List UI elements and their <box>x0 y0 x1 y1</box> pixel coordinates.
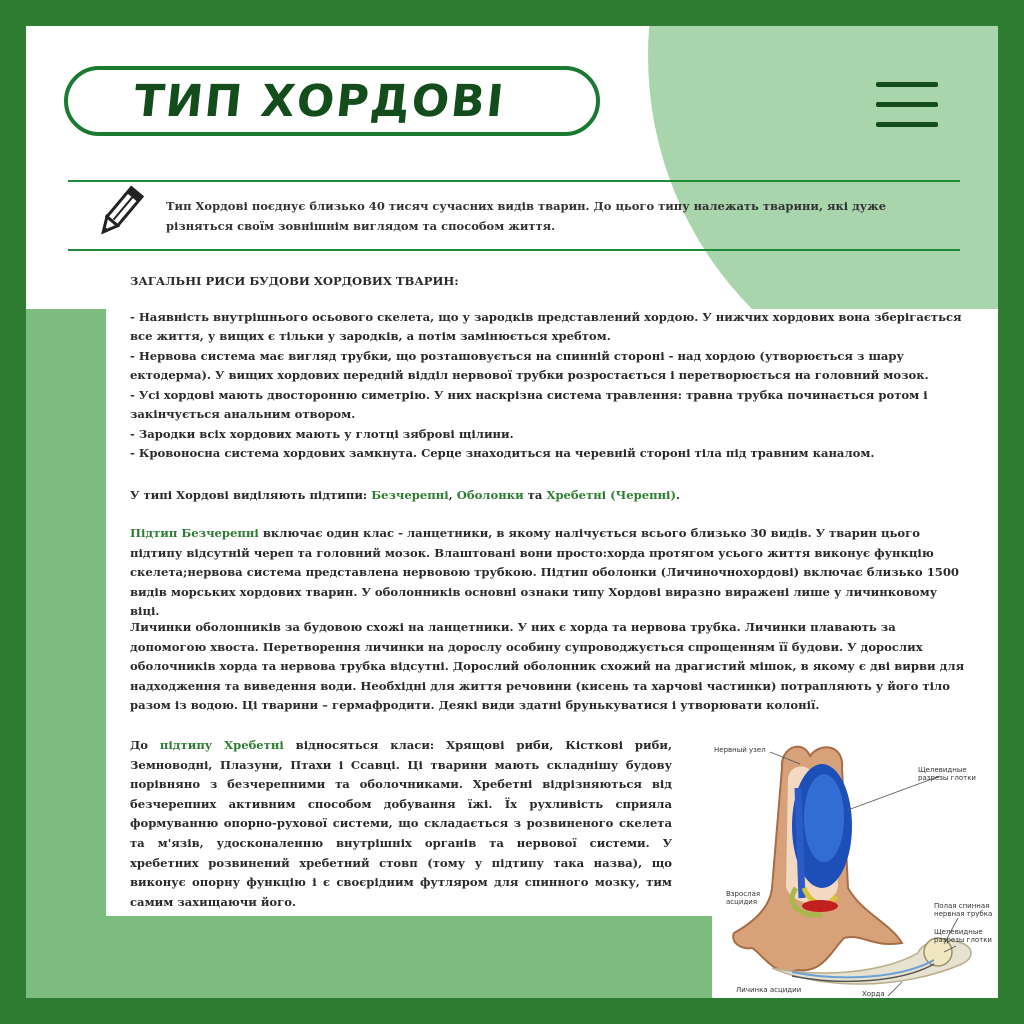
vertebrates-text: відносяться класи: Хрящові риби, Кісткові риби, Земноводні, Плазуни, Птахи і Ссавці. Ці тварини мають складнішу будову порівняно з безчерепними та оболочниками. Хребетні відрізняються від безчерепних активним способом добування їжі. Їх рухливість сприяла формуванню опорно-рухової системи, що складається з розвиненого скелета та м'язів, удосконаленню внутрішніх органів та нервової системи. У хребетних розвинений хребетний стовп (тому у підтипу така назва), що виконує опорну функцію і є своєрідним футляром для спинного мозку, тим самим захищаючи його. <box>130 738 672 909</box>
feature-item: - Кровоносна система хордових замкнута. Серце знаходиться на черевній стороні тіла під травним каналом. <box>130 446 875 460</box>
pencil-icon <box>96 184 144 240</box>
acrania-paragraph <box>130 524 970 622</box>
vertebrates-lead: підтипу Хребетні <box>159 738 284 752</box>
label-adult: Взрослая асцидия <box>726 890 761 906</box>
label-neural-tube: Полая спинная нервная трубка <box>934 902 993 918</box>
feature-item: - Усі хордові мають двосторонню симетрію. У них наскрізна система травлення: травна трубка починається ротом і закінчується анальним отвором. <box>130 387 928 421</box>
divider-top <box>68 180 960 182</box>
general-features <box>130 272 970 464</box>
vertebrates-prefix: До <box>130 738 160 752</box>
separator: . <box>675 488 680 502</box>
divider-bottom <box>68 249 960 251</box>
feature-item: - Нервова система має вигляд трубки, що розташовується на спинній стороні - над хордою (утворюється з шару ектодерма). У вищих хордових передній відділ нервової трубки розростається і перетворюється на головний мозок. <box>130 348 929 382</box>
separator: , <box>448 488 457 502</box>
label-gill-slits-bottom: Щелевидные разрезы глотки <box>934 928 992 944</box>
separator: та <box>523 488 547 502</box>
title-badge <box>64 66 600 136</box>
label-chord: Хорда <box>862 990 885 998</box>
subtypes-paragraph <box>130 486 970 506</box>
feature-item: - Зародки всіх хордових мають у глотці зяброві щілини. <box>130 426 514 441</box>
subtype-cranial-link: Безчерепні <box>371 488 449 502</box>
acrania-lead: Підтип Безчерепні <box>130 526 259 540</box>
intro-text: Тип Хордові поєднує близько 40 тисяч сучасних видів тварин. До цього типу належать тварини, які дуже різняться своїм зовнішнім виглядом та способом життя. <box>166 199 887 233</box>
ascidian-diagram <box>712 738 998 998</box>
label-ganglion: Нервный узел <box>714 746 766 754</box>
subtype-vertebrates-link: Хребетні (Черепні) <box>546 488 676 502</box>
label-gill-slits-top: Щелевидные разрезы глотки <box>918 766 976 782</box>
menu-icon[interactable] <box>876 82 938 130</box>
feature-item: - Наявність внутрішнього осьового скелета, що у зародків представлений хордою. У нижчих хордових вона зберігається все життя, у вищих є тільки у зародків, а потім замінюється хребтом. <box>130 309 962 343</box>
general-heading: ЗАГАЛЬНІ РИСИ БУДОВИ ХОРДОВИХ ТВАРИН: <box>130 274 459 288</box>
page-sheet <box>26 26 998 998</box>
larvae-text: Личинки оболонників за будовою схожі на ланцетники. У них є хорда та нервова трубка. Личинки плавають за допомогою хвоста. Перетворення личинки на дорослу особину супроводжується спрощенням її будови. У дорослих оболочників хорда та нервова трубка відсутні. Дорослий оболонник схожий на драгистий мішок, в якому є дві вирви для надходження та виведення води. Необхідні для життя речовини (кисень та харчові частинки) потрапляють у його тіло разом із водою. Ці тварини – гермафродити. Деякі види здатні брунькуватися і утворювати колонії. <box>130 620 965 712</box>
larvae-paragraph <box>130 618 970 716</box>
page-title: ТИП ХОРДОВІ <box>131 75 508 127</box>
acrania-text: включає один клас - ланцетники, в якому налічується всього близько 30 видів. У тварин цього підтипу відсутній череп та головний мозок. Влаштовані вони просто:хорда протягом усього життя виконує функцію скелета;нервова система представлена нервовою трубкою. Підтип оболонки (Личиночнохордові) включає близько 1500 видів морських хордових тварин. У оболонників основні ознаки типу Хордові виразно виражені лише у личинковому віці. <box>130 526 959 618</box>
subtype-tunicates-link: Оболонки <box>456 488 524 502</box>
subtypes-prefix: У типі Хордові виділяють підтипи: <box>130 488 372 502</box>
vertebrates-paragraph <box>130 736 672 912</box>
label-larva: Личинка асцидии <box>736 986 802 994</box>
